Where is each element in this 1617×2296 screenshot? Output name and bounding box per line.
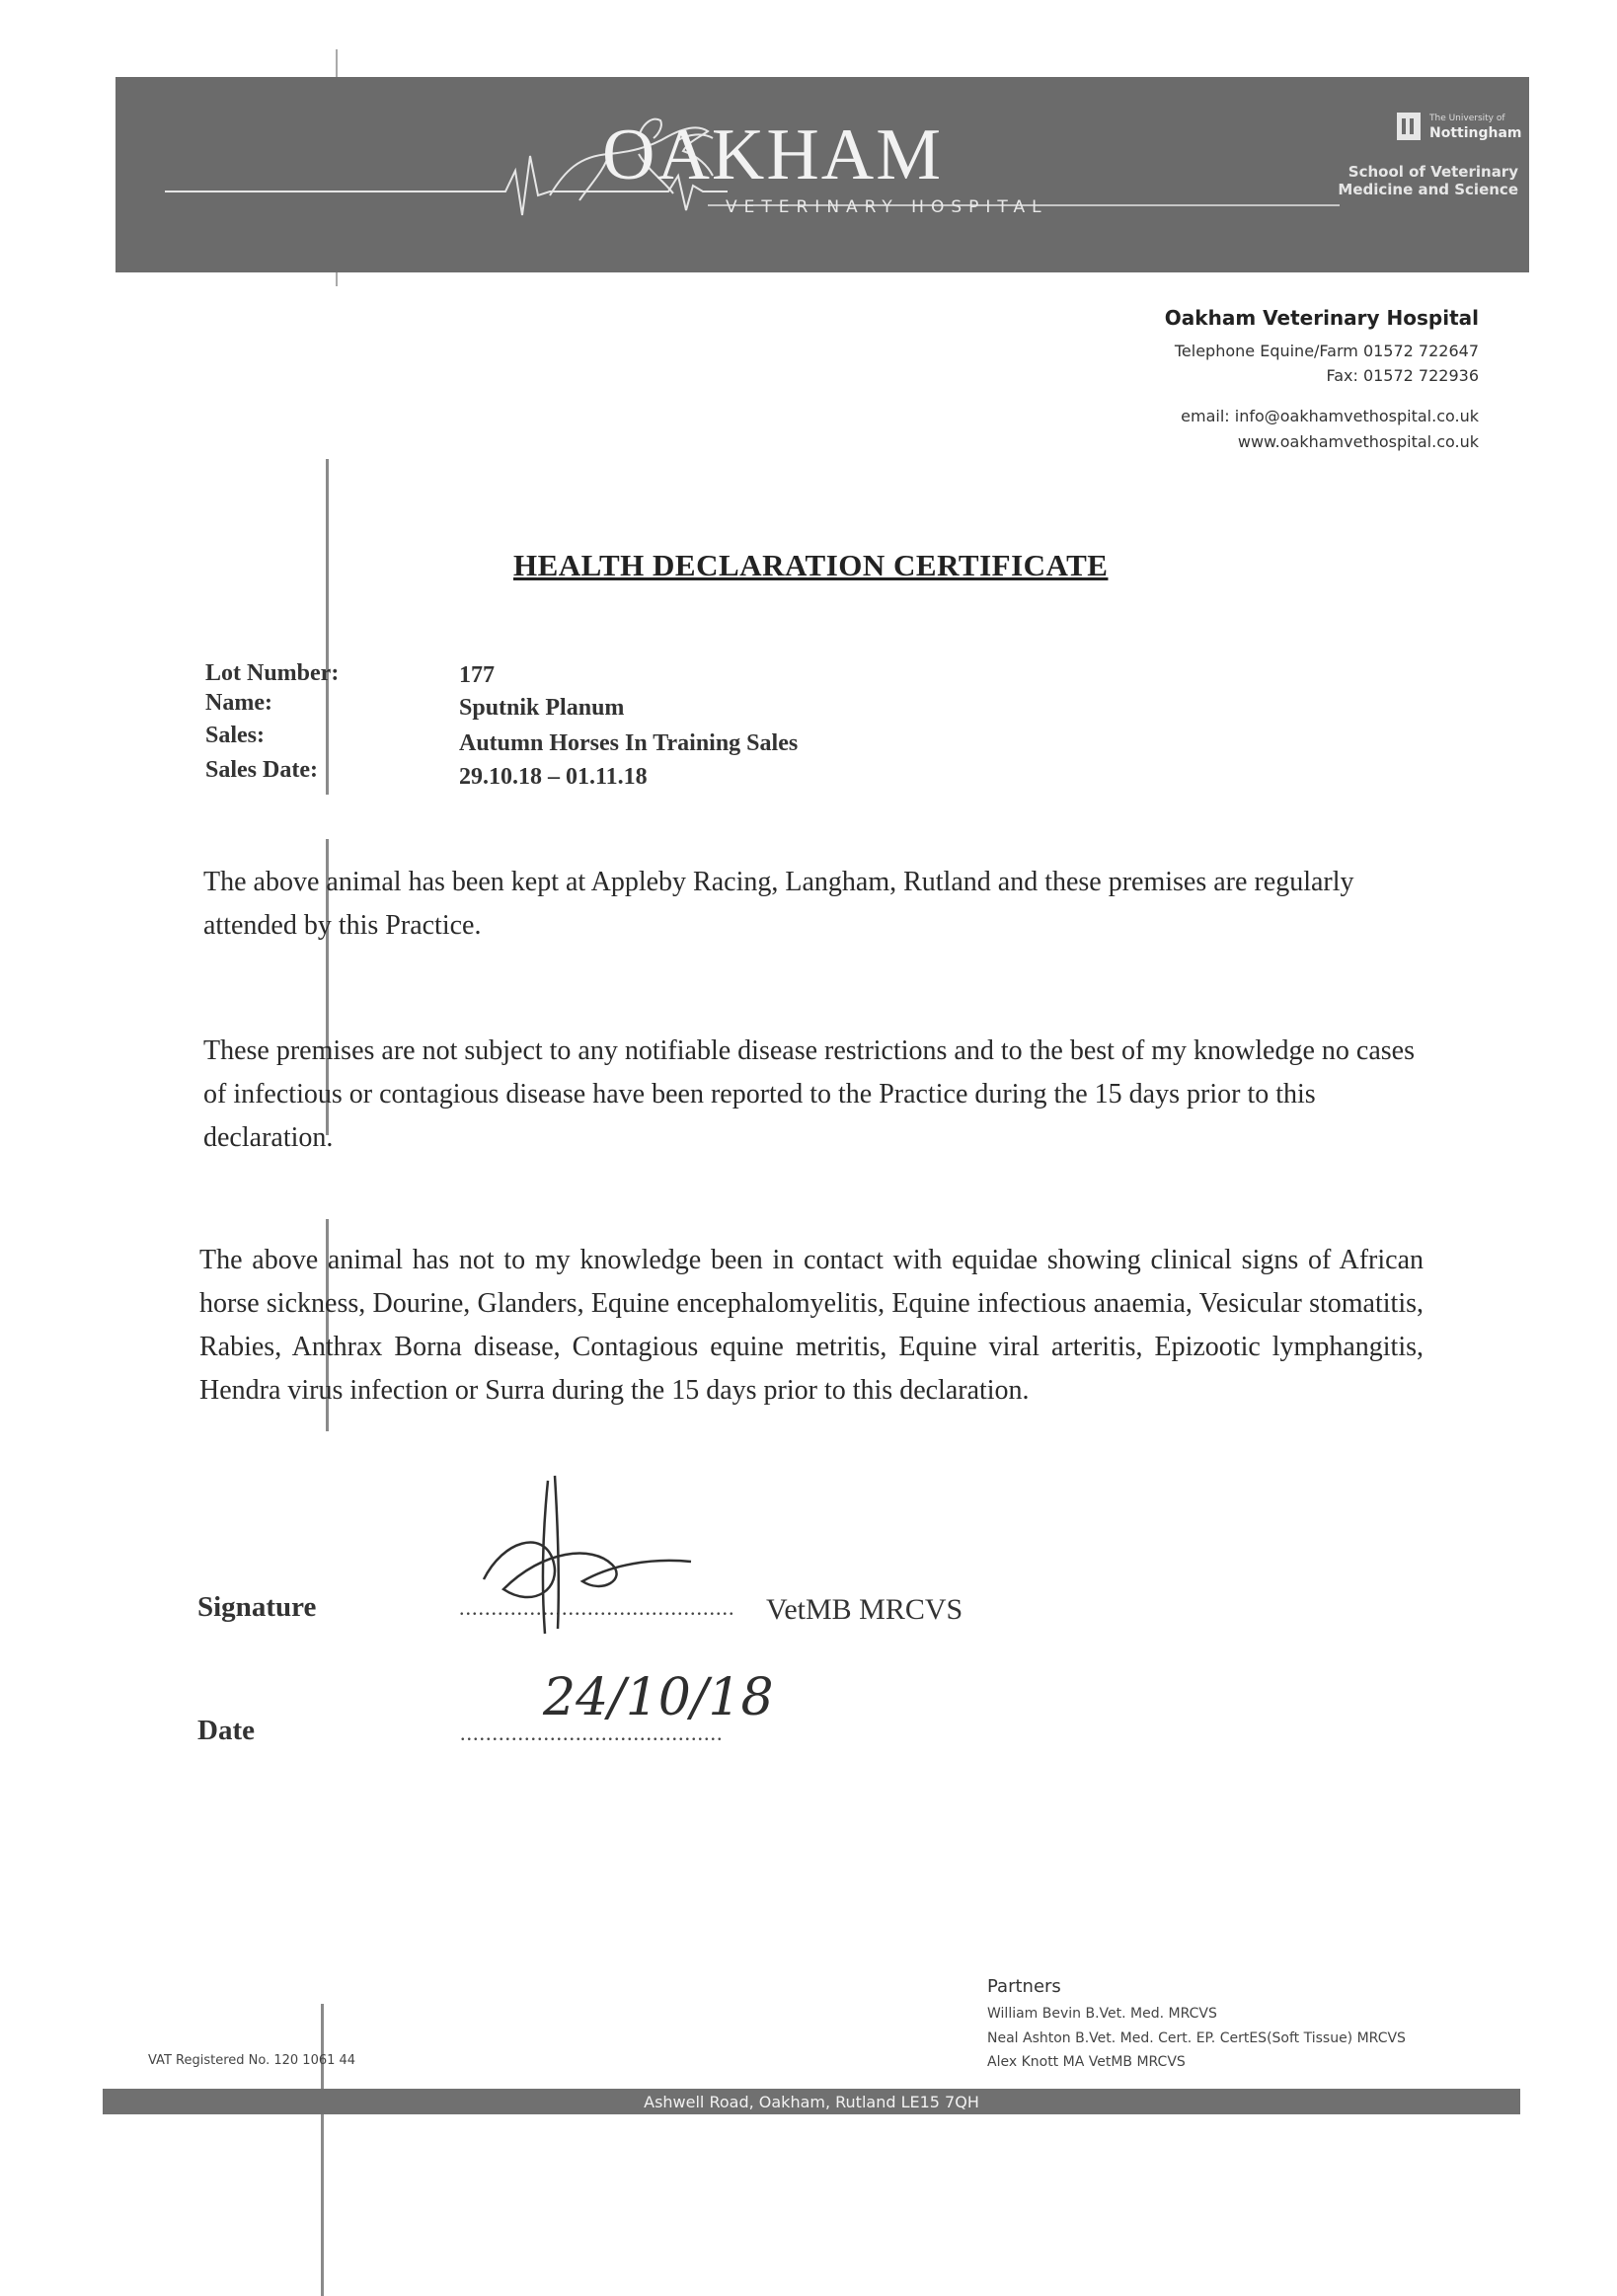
partner-3: Alex Knott MA VetMB MRCVS	[987, 2054, 1186, 2070]
certificate-title: HEALTH DECLARATION CERTIFICATE	[513, 548, 1109, 582]
footer-bar	[103, 2089, 1520, 2114]
website: www.oakhamvethospital.co.uk	[1237, 432, 1479, 451]
scan-artifact-line	[326, 459, 329, 795]
fax: Fax: 01572 722936	[1326, 366, 1479, 385]
logo-subtitle: VETERINARY HOSPITAL	[726, 197, 1048, 217]
signature-label: Signature	[197, 1591, 317, 1623]
hospital-name: Oakham Veterinary Hospital	[1164, 306, 1479, 330]
school-line-2: Medicine and Science	[1338, 181, 1518, 198]
paragraph-restrictions: These premises are not subject to any notifiable disease restrictions and to the best of my knowledge no cases of infectious or contagious disease have been reported to the Practice during the 15 days prior to this declaration.	[203, 1035, 1415, 1153]
partners-label: Partners	[987, 1976, 1061, 1997]
paragraph-premises: The above animal has been kept at Appleby Racing, Langham, Rutland and these premises are regularly attended by this Practice.	[203, 867, 1354, 941]
name-label: Name:	[205, 690, 272, 716]
signature-credentials: VetMB MRCVS	[766, 1593, 963, 1626]
lot-number-label: Lot Number:	[205, 660, 340, 686]
handwritten-date: 24/10/18	[543, 1668, 774, 1727]
date-label: Date	[197, 1715, 255, 1746]
school-line-1: School of Veterinary	[1348, 163, 1518, 181]
vat-number: VAT Registered No. 120 1061 44	[148, 2053, 356, 2068]
handwritten-signature	[464, 1471, 721, 1639]
logo-word: OAKHAM	[602, 115, 943, 195]
date-line: .........................................	[460, 1721, 724, 1745]
partner-1: William Bevin B.Vet. Med. MRCVS	[987, 2006, 1217, 2022]
signature-line: ...........................................	[459, 1595, 735, 1620]
lot-number-value: 177	[459, 662, 495, 688]
footer-address: Ashwell Road, Oakham, Rutland LE15 7QH	[644, 2093, 979, 2111]
university-name: Nottingham	[1429, 125, 1522, 141]
partner-2: Neal Ashton B.Vet. Med. Cert. EP. CertES(Soft Tissue) MRCVS	[987, 2030, 1406, 2046]
telephone: Telephone Equine/Farm 01572 722647	[1174, 342, 1479, 360]
university-crest-icon	[1395, 111, 1423, 142]
sales-label: Sales:	[205, 723, 265, 748]
email: email: info@oakhamvethospital.co.uk	[1181, 407, 1479, 425]
name-value: Sputnik Planum	[459, 695, 625, 721]
university-small-text: The University of	[1429, 114, 1505, 123]
paragraph-contact: The above animal has not to my knowledge been in contact with equidae showing clinical signs of African horse sickness, Dourine, Glanders, Equine encephalomyelitis, Equine infectious anaemia, Vesicular stomatitis, Rabies, Anthrax Borna disease, Contagious equine metritis, Equine viral arteritis, Epizootic lymphangitis, Hendra virus infection or Surra during the 15 days prior to this declaration.	[199, 1245, 1424, 1406]
school-name	[1301, 163, 1518, 198]
scan-artifact-line	[321, 2004, 324, 2296]
sales-date-value: 29.10.18 – 01.11.18	[459, 764, 648, 790]
sales-value: Autumn Horses In Training Sales	[459, 730, 799, 756]
sales-date-label: Sales Date:	[205, 757, 318, 783]
